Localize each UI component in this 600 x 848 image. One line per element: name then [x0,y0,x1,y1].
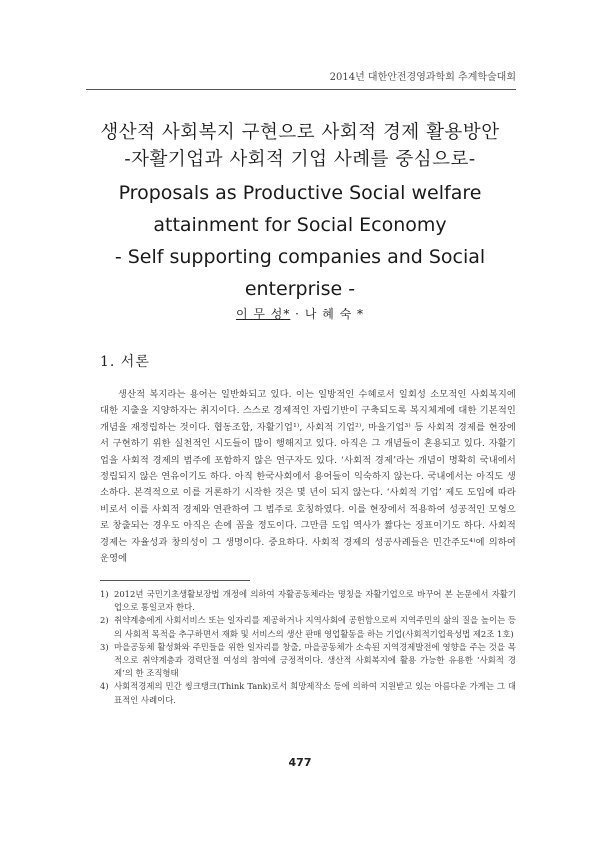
english-title-line: Proposals as Productive Social welfare [118,182,482,204]
footnote-number: 4) [100,681,109,692]
korean-title: 생산적 사회복지 구현으로 사회적 경제 활용방안 [100,122,500,143]
author-first: 이 무 성* [235,307,291,321]
body-paragraph: 생산적 복지라는 용어는 일반화되고 있다. 이는 일방적인 수혜로서 일회성 소모적인 사회복지에 대한 지출을 지양하자는 취지이다. 스스로 경제적인 자립기반이 구축되도록 복지체계에 대한 기본적인 개념을 재정립하는 것이다. 협동조합, 자활기업¹⁾, 사회적 기업²⁾, 마을기업³⁾ 등 사회적 경제를 현장에서 구현하기 위한 실천적인 시도들이 많이 행해지고 있다. 아직은 그 개념들이 혼용되고 있다. 자활기업을 사회적 경제의 범주에 포함하지 않은 연구자도 있다. ‘사회적 경제’라는 개념이 명확히 국내에서 정립되지 않은 연유이기도 하다. 아직 한국사회에서 용어들이 익숙하지 않는다. 국내에서는 아직도 생소하다. 본격적으로 이를 거론하기 시작한 것은 몇 년이 되지 않는다. ‘사회적 기업’ 제도 도입에 따라 비로서 이를 사회적 경제와 연관하여 그 범주로 호칭하였다. 이를 현장에서 적용하여 성공적인 모형으로 창출되는 경우도 아직은 손에 꼽을 정도이다. 그만큼 도입 역사가 짧다는 징표이기도 하다. 사회적 경제는 자율성과 창의성이 그 생명이다. 중요하다. 사회적 경제의 성공사례들은 민간주도⁴⁾에 의하여 운영에 [100,389,516,565]
footnote-text: 사회적경제의 민간 씽크탱크(Think Tank)로서 희망제작소 등에 의하여 지원받고 있는 아름다운 가게는 그 대표적인 사례이다. [114,681,516,705]
footnote-text: 2012년 국민기초생활보장법 개정에 의하여 자활공동체라는 명칭을 자활기업으로 바꾸어 본 논문에서 자활기업으로 통일코자 한다. [114,589,516,613]
page-number: 477 [288,756,312,769]
footnote [100,588,516,614]
english-title-line: - Self supporting companies and Social [114,246,486,268]
author-separator: · [295,307,300,321]
english-title-line: attainment for Social Economy [153,214,447,236]
running-header [86,68,516,90]
footnote-number: 3) [100,641,109,652]
paper-title [70,119,530,305]
footnote [100,680,516,706]
footnote [100,641,516,681]
korean-subtitle: -자활기업과 사회적 기업 사례를 중심으로- [124,149,476,170]
footnote-divider [100,580,250,581]
section-heading: 1. 서론 [100,354,150,370]
running-header-text: 2014년 대한안전경영과학회 추계학술대회 [329,72,516,83]
footnote [100,614,516,640]
english-title-line: enterprise - [244,278,356,300]
footnote-text: 마을공동체 활성화와 주민들을 위한 일자리를 창출, 마을공동체가 소속된 지역경제발전에 영향을 주는 것을 목적으로 취약계층과 경력단절 여성의 참여에 긍정적이다. 생산적 사회복지에 활용 가능한 유용한 ‘사회적 경제’의 한 조직형태 [114,641,516,679]
footnote-text: 취약계층에게 사회서비스 또는 일자리를 제공하거나 지역사회에 공헌함으로써 지역주민의 삶의 질을 높이는 등의 사회적 목적을 추구하면서 재화 및 서비스의 생산 판매 영업활동을 하는 기업(사회적기업육성법 제2조 1호) [114,615,516,639]
author-second: 나 혜 숙 * [304,307,365,321]
footnotes [100,588,516,707]
footnote-number: 1) [100,589,109,599]
footnote-number: 2) [100,615,109,626]
author-line [0,305,600,322]
